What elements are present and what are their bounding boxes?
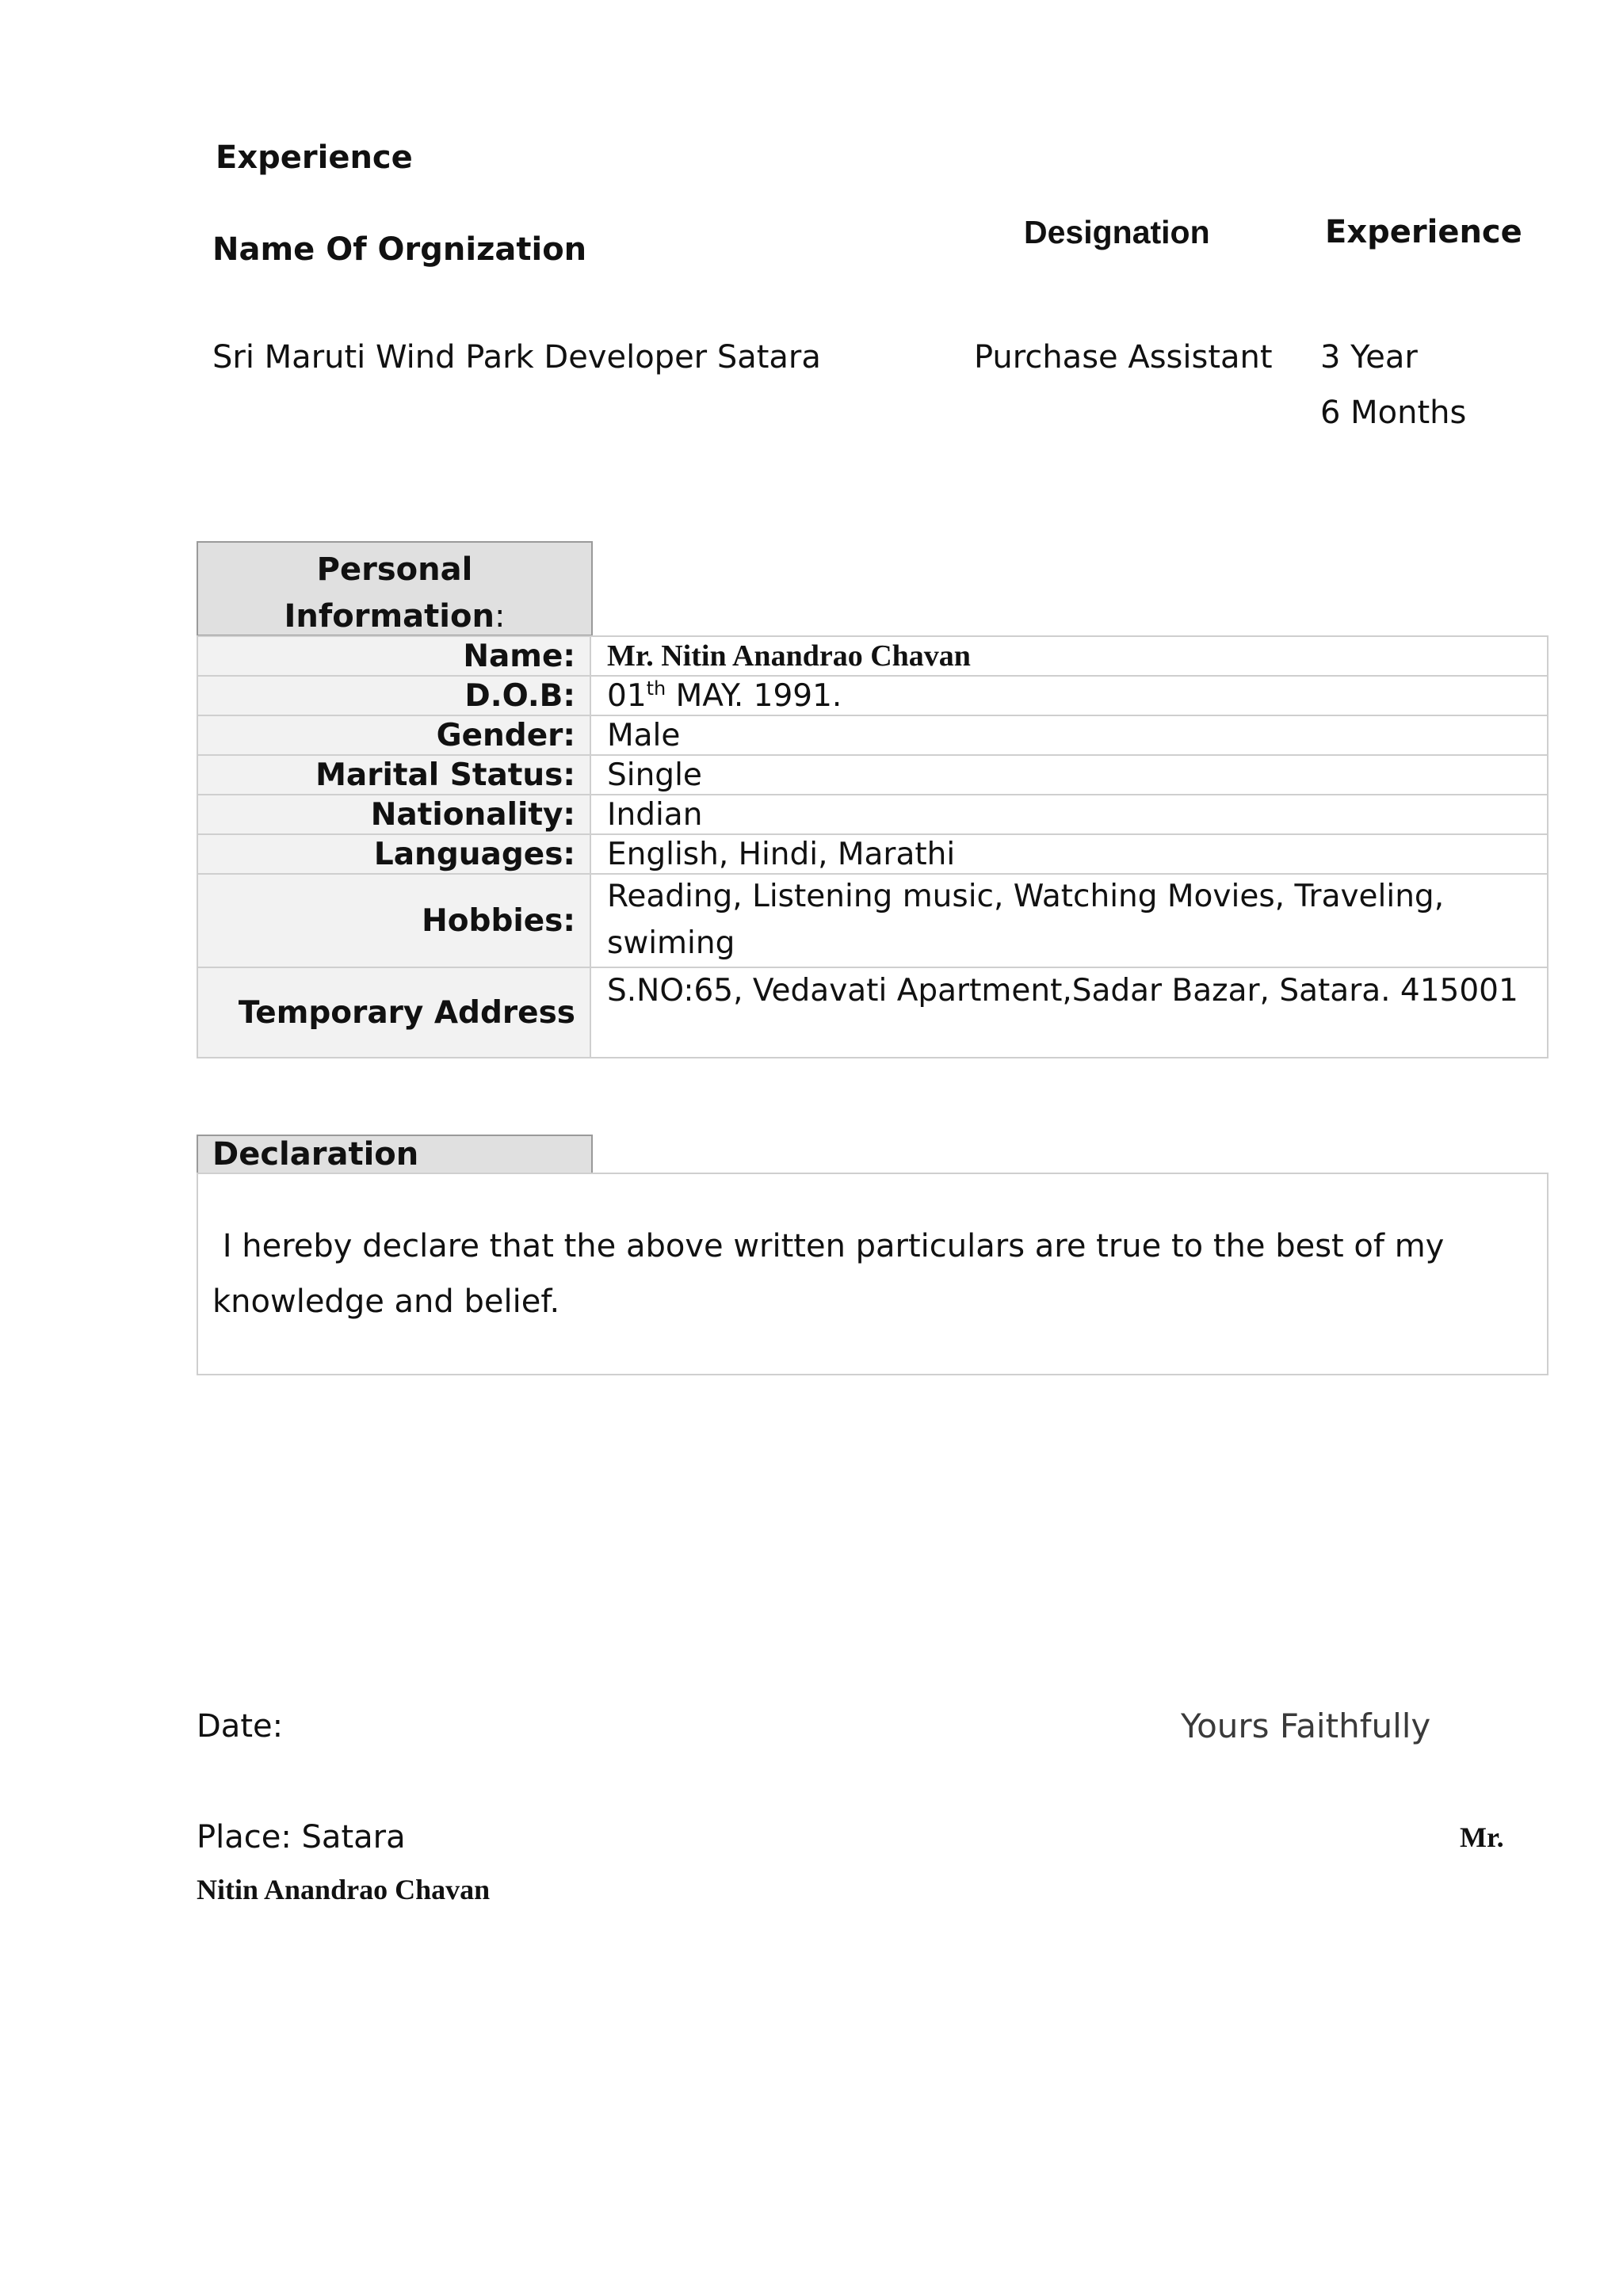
languages-label-cell: [197, 833, 591, 875]
signature-prefix: Mr.: [1460, 1821, 1504, 1853]
nationality-value: Indian: [607, 796, 703, 833]
date-label: Date:: [197, 1708, 284, 1745]
hobbies-label: Hobbies:: [422, 902, 575, 939]
place-label: Place: Satara: [197, 1819, 406, 1855]
address-value: S.NO:65, Vedavati Apartment,Sadar Bazar, Satara. 415001: [607, 973, 1518, 1009]
org-column-header: Name Of Orgnization: [212, 231, 587, 268]
marital-status-label-cell: [197, 754, 591, 795]
name-value: Mr. Nitin Anandrao Chavan: [607, 639, 971, 673]
marital-status-label: Marital Status:: [315, 757, 575, 793]
dob-value-cell: [590, 675, 1549, 716]
experience-designation-value: Purchase Assistant: [974, 339, 1273, 376]
dob-label: D.O.B:: [464, 677, 575, 714]
experience-duration-months: 6 Months: [1320, 395, 1467, 431]
address-value-cell: [590, 967, 1549, 1058]
hobbies-value-line1: Reading, Listening music, Watching Movies, Traveling,: [607, 879, 1445, 914]
languages-label: Languages:: [373, 836, 575, 872]
experience-section-title: Experience: [216, 139, 413, 176]
hobbies-value-cell: [590, 873, 1549, 968]
personal-info-heading-line1: Personal: [316, 551, 473, 588]
nationality-value-cell: [590, 794, 1549, 835]
marital-status-value-cell: [590, 754, 1549, 795]
personal-info-heading-colon: :: [494, 598, 506, 635]
gender-label: Gender:: [436, 717, 575, 753]
dob-ordinal: th: [646, 677, 666, 700]
languages-value-cell: [590, 833, 1549, 875]
declaration-box: [197, 1173, 1549, 1375]
marital-status-value: Single: [607, 757, 702, 793]
declaration-text-line1: I hereby declare that the above written particulars are true to the best of my: [212, 1228, 1445, 1264]
address-label: Temporary Address: [238, 994, 575, 1031]
experience-org-value: Sri Maruti Wind Park Developer Satara: [212, 339, 821, 376]
name-label-cell: [197, 635, 591, 677]
nationality-label: Nationality:: [370, 796, 575, 833]
experience-column-header: Experience: [1325, 214, 1522, 250]
signature-name: Nitin Anandrao Chavan: [197, 1874, 491, 1905]
declaration-heading: Declaration: [212, 1136, 419, 1173]
dob-day: 01: [607, 678, 647, 714]
declaration-text-line2: knowledge and belief.: [212, 1283, 560, 1320]
gender-value-cell: [590, 715, 1549, 756]
closing-text: Yours Faithfully: [1181, 1707, 1431, 1745]
nationality-label-cell: [197, 794, 591, 835]
personal-info-heading-word: Information: [284, 598, 495, 635]
personal-info-heading-line2: [197, 593, 593, 640]
name-value-cell: [590, 635, 1549, 677]
hobbies-label-cell: [197, 873, 591, 968]
languages-value: English, Hindi, Marathi: [607, 836, 956, 872]
dob-month-year: MAY. 1991.: [666, 678, 842, 714]
designation-column-header: Designation: [1024, 214, 1210, 250]
address-label-cell: [197, 967, 591, 1058]
experience-duration-years: 3 Year: [1320, 339, 1418, 376]
gender-label-cell: [197, 715, 591, 756]
dob-label-cell: [197, 675, 591, 716]
hobbies-value-line2: swiming: [607, 925, 735, 961]
dob-value: [607, 677, 842, 714]
gender-value: Male: [607, 717, 681, 753]
name-label: Name:: [463, 638, 575, 674]
